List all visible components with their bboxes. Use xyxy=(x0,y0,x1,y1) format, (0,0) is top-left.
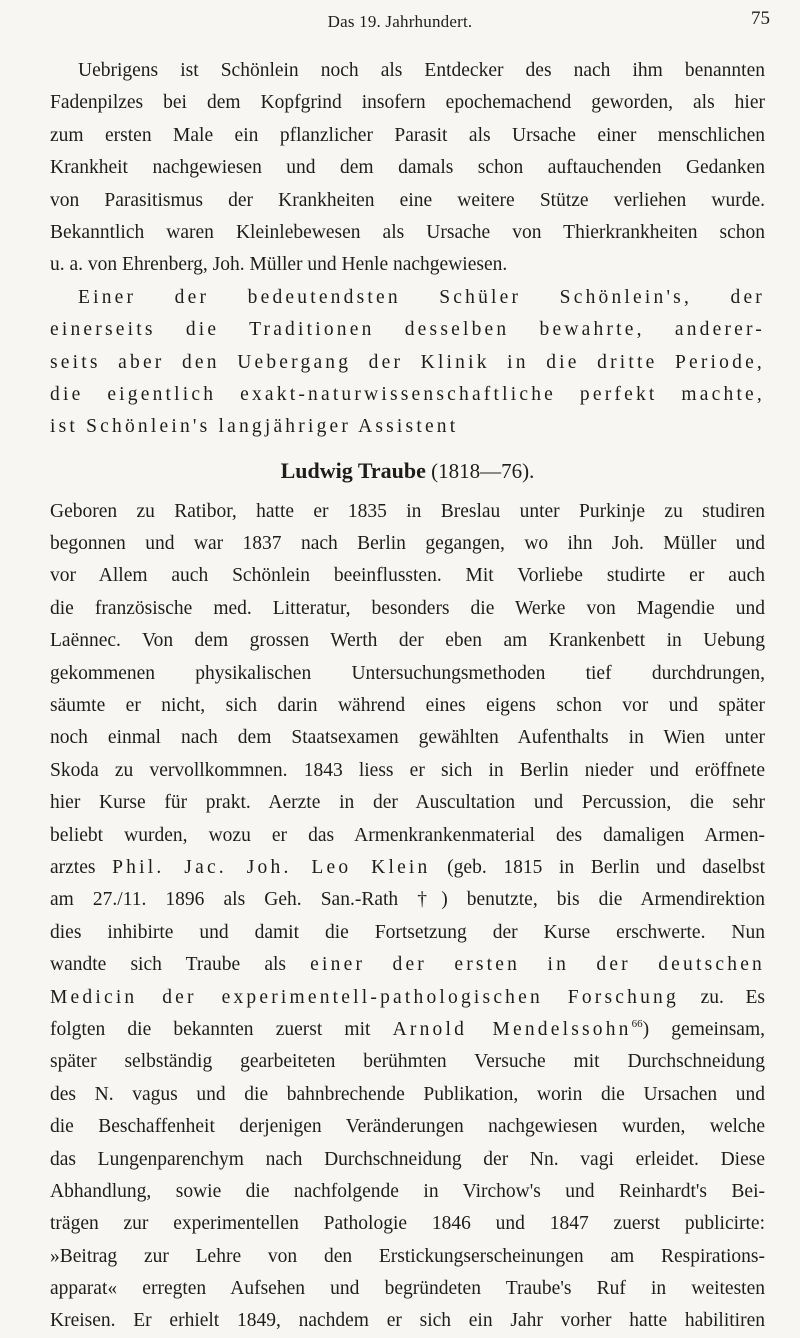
text-line: seits aber den Uebergang der Klinik in die dritte Periode, xyxy=(50,351,765,373)
text-line: die Beschaffenheit derjenigen Veränderungen nachgewiesen wurden, welche xyxy=(50,1116,765,1138)
text-fragment: zu. Es xyxy=(700,986,765,1008)
text-line xyxy=(50,949,765,981)
text-line: dies inhibirte und damit die Fortsetzung der Kurse erschwerte. Nun xyxy=(50,921,765,943)
text-line: von Parasitismus der Krankheiten eine weitere Stütze verliehen wurde. xyxy=(50,189,765,211)
text-line: Fadenpilzes bei dem Kopfgrind insofern epochemachend geworden, als hier xyxy=(50,92,765,114)
text-line: säumte er nicht, sich darin während eines eigens schon vor und später xyxy=(50,695,765,717)
text-line: beliebt wurden, wozu er das Armenkrankenmaterial des damaligen Armen- xyxy=(50,824,765,846)
emphasis-text: Medicin der experimentell-pathologischen Forschung xyxy=(50,986,679,1008)
text-line: Laënnec. Von dem grossen Werth der eben am Krankenbett in Uebung xyxy=(50,630,765,652)
page-number: 75 xyxy=(751,8,770,29)
person-name: Phil. Jac. Joh. Leo Klein xyxy=(112,856,431,878)
text-line: einerseits die Traditionen desselben bewahrte, anderer- xyxy=(50,319,765,341)
text-line: die französische med. Litteratur, besonders die Werke von Magendie und xyxy=(50,597,765,619)
text-line xyxy=(50,982,765,1014)
emphasis-text: einer der ersten in der deutschen xyxy=(310,954,765,976)
text-fragment: (geb. 1815 in Berlin und daselbst xyxy=(447,856,765,878)
text-line xyxy=(50,1014,765,1046)
heading-name: Ludwig Traube xyxy=(280,457,426,483)
text-line: Geboren zu Ratibor, hatte er 1835 in Breslau unter Purkinje zu studiren xyxy=(50,500,765,522)
text-line: zum ersten Male ein pflanzlicher Parasit als Ursache einer menschlichen xyxy=(50,124,765,146)
text-line: gekommenen physikalischen Untersuchungsmethoden tief durchdrungen, xyxy=(50,662,765,684)
text-line: Uebrigens ist Schönlein noch als Entdecker des nach ihm benannten xyxy=(78,60,765,81)
text-line: des N. vagus und die bahnbrechende Publikation, worin die Ursachen und xyxy=(50,1083,765,1105)
body-text xyxy=(50,55,765,1338)
text-line: Skoda zu vervollkommnen. 1843 liess er sich in Berlin nieder und eröffnete xyxy=(50,759,765,781)
text-line: apparat« erregten Aufsehen und begründeten Traube's Ruf in weitesten xyxy=(50,1278,765,1300)
paragraph-traube xyxy=(50,496,765,1338)
text-line: Krankheit nachgewiesen und dem damals schon auftauchenden Gedanken xyxy=(50,157,765,179)
heading-dates: (1818—76). xyxy=(431,458,535,483)
text-line: Bekanntlich waren Kleinlebewesen als Ursache von Thierkrankheiten schon xyxy=(50,221,765,243)
text-line: Kreisen. Er erhielt 1849, nachdem er sich ein Jahr vorher hatte habilitiren xyxy=(50,1310,765,1332)
text-line: das Lungenparenchym nach Durchschneidung der Nn. vagi erleidet. Diese xyxy=(50,1148,765,1170)
paragraph-parasitism xyxy=(50,55,765,282)
text-fragment: arztes xyxy=(50,856,96,878)
running-head: Das 19. Jahrhundert. xyxy=(327,12,473,31)
text-fragment: ) gemeinsam, xyxy=(642,1018,765,1040)
text-line: begonnen und war 1837 nach Berlin gegangen, wo ihn Joh. Müller und xyxy=(50,533,765,555)
text-fragment: folgten die bekannten zuerst mit xyxy=(50,1018,371,1040)
text-line: hier Kurse für prakt. Aerzte in der Auscultation und Percussion, die sehr xyxy=(50,792,765,814)
text-line: vor Allem auch Schönlein beeinflussten. Mit Vorliebe studirte er auch xyxy=(50,565,765,587)
paragraph-schueler xyxy=(50,282,765,444)
text-line: trägen zur experimentellen Pathologie 1846 und 1847 zuerst publicirte: xyxy=(50,1213,765,1235)
text-line: »Beitrag zur Lehre von den Erstickungserscheinungen am Respirations- xyxy=(50,1245,765,1267)
text-line: später selbständig gearbeiteten berühmten Versuche mit Durchschneidung xyxy=(50,1051,765,1073)
section-heading xyxy=(50,446,765,496)
text-line: noch einmal nach dem Staatsexamen gewählten Aufenthalts in Wien unter xyxy=(50,727,765,749)
text-line: am 27./11. 1896 als Geh. San.-Rath †) benutzte, bis die Armendirektion xyxy=(50,889,765,911)
text-line: u. a. von Ehrenberg, Joh. Müller und Henle nachgewiesen. xyxy=(50,254,508,276)
text-line xyxy=(50,852,765,884)
text-line: Abhandlung, sowie die nachfolgende in Virchow's und Reinhardt's Bei- xyxy=(50,1180,765,1202)
text-line: ist Schönlein's langjähriger Assistent xyxy=(50,416,459,438)
text-line: die eigentlich exakt-naturwissenschaftliche perfekt machte, xyxy=(50,383,765,405)
footnote-reference: 66 xyxy=(631,1017,643,1030)
person-name: Arnold Mendelssohn xyxy=(392,1018,632,1040)
text-fragment: wandte sich Traube als xyxy=(50,954,287,976)
text-line: Einer der bedeutendsten Schüler Schönlein's, der xyxy=(78,286,765,308)
